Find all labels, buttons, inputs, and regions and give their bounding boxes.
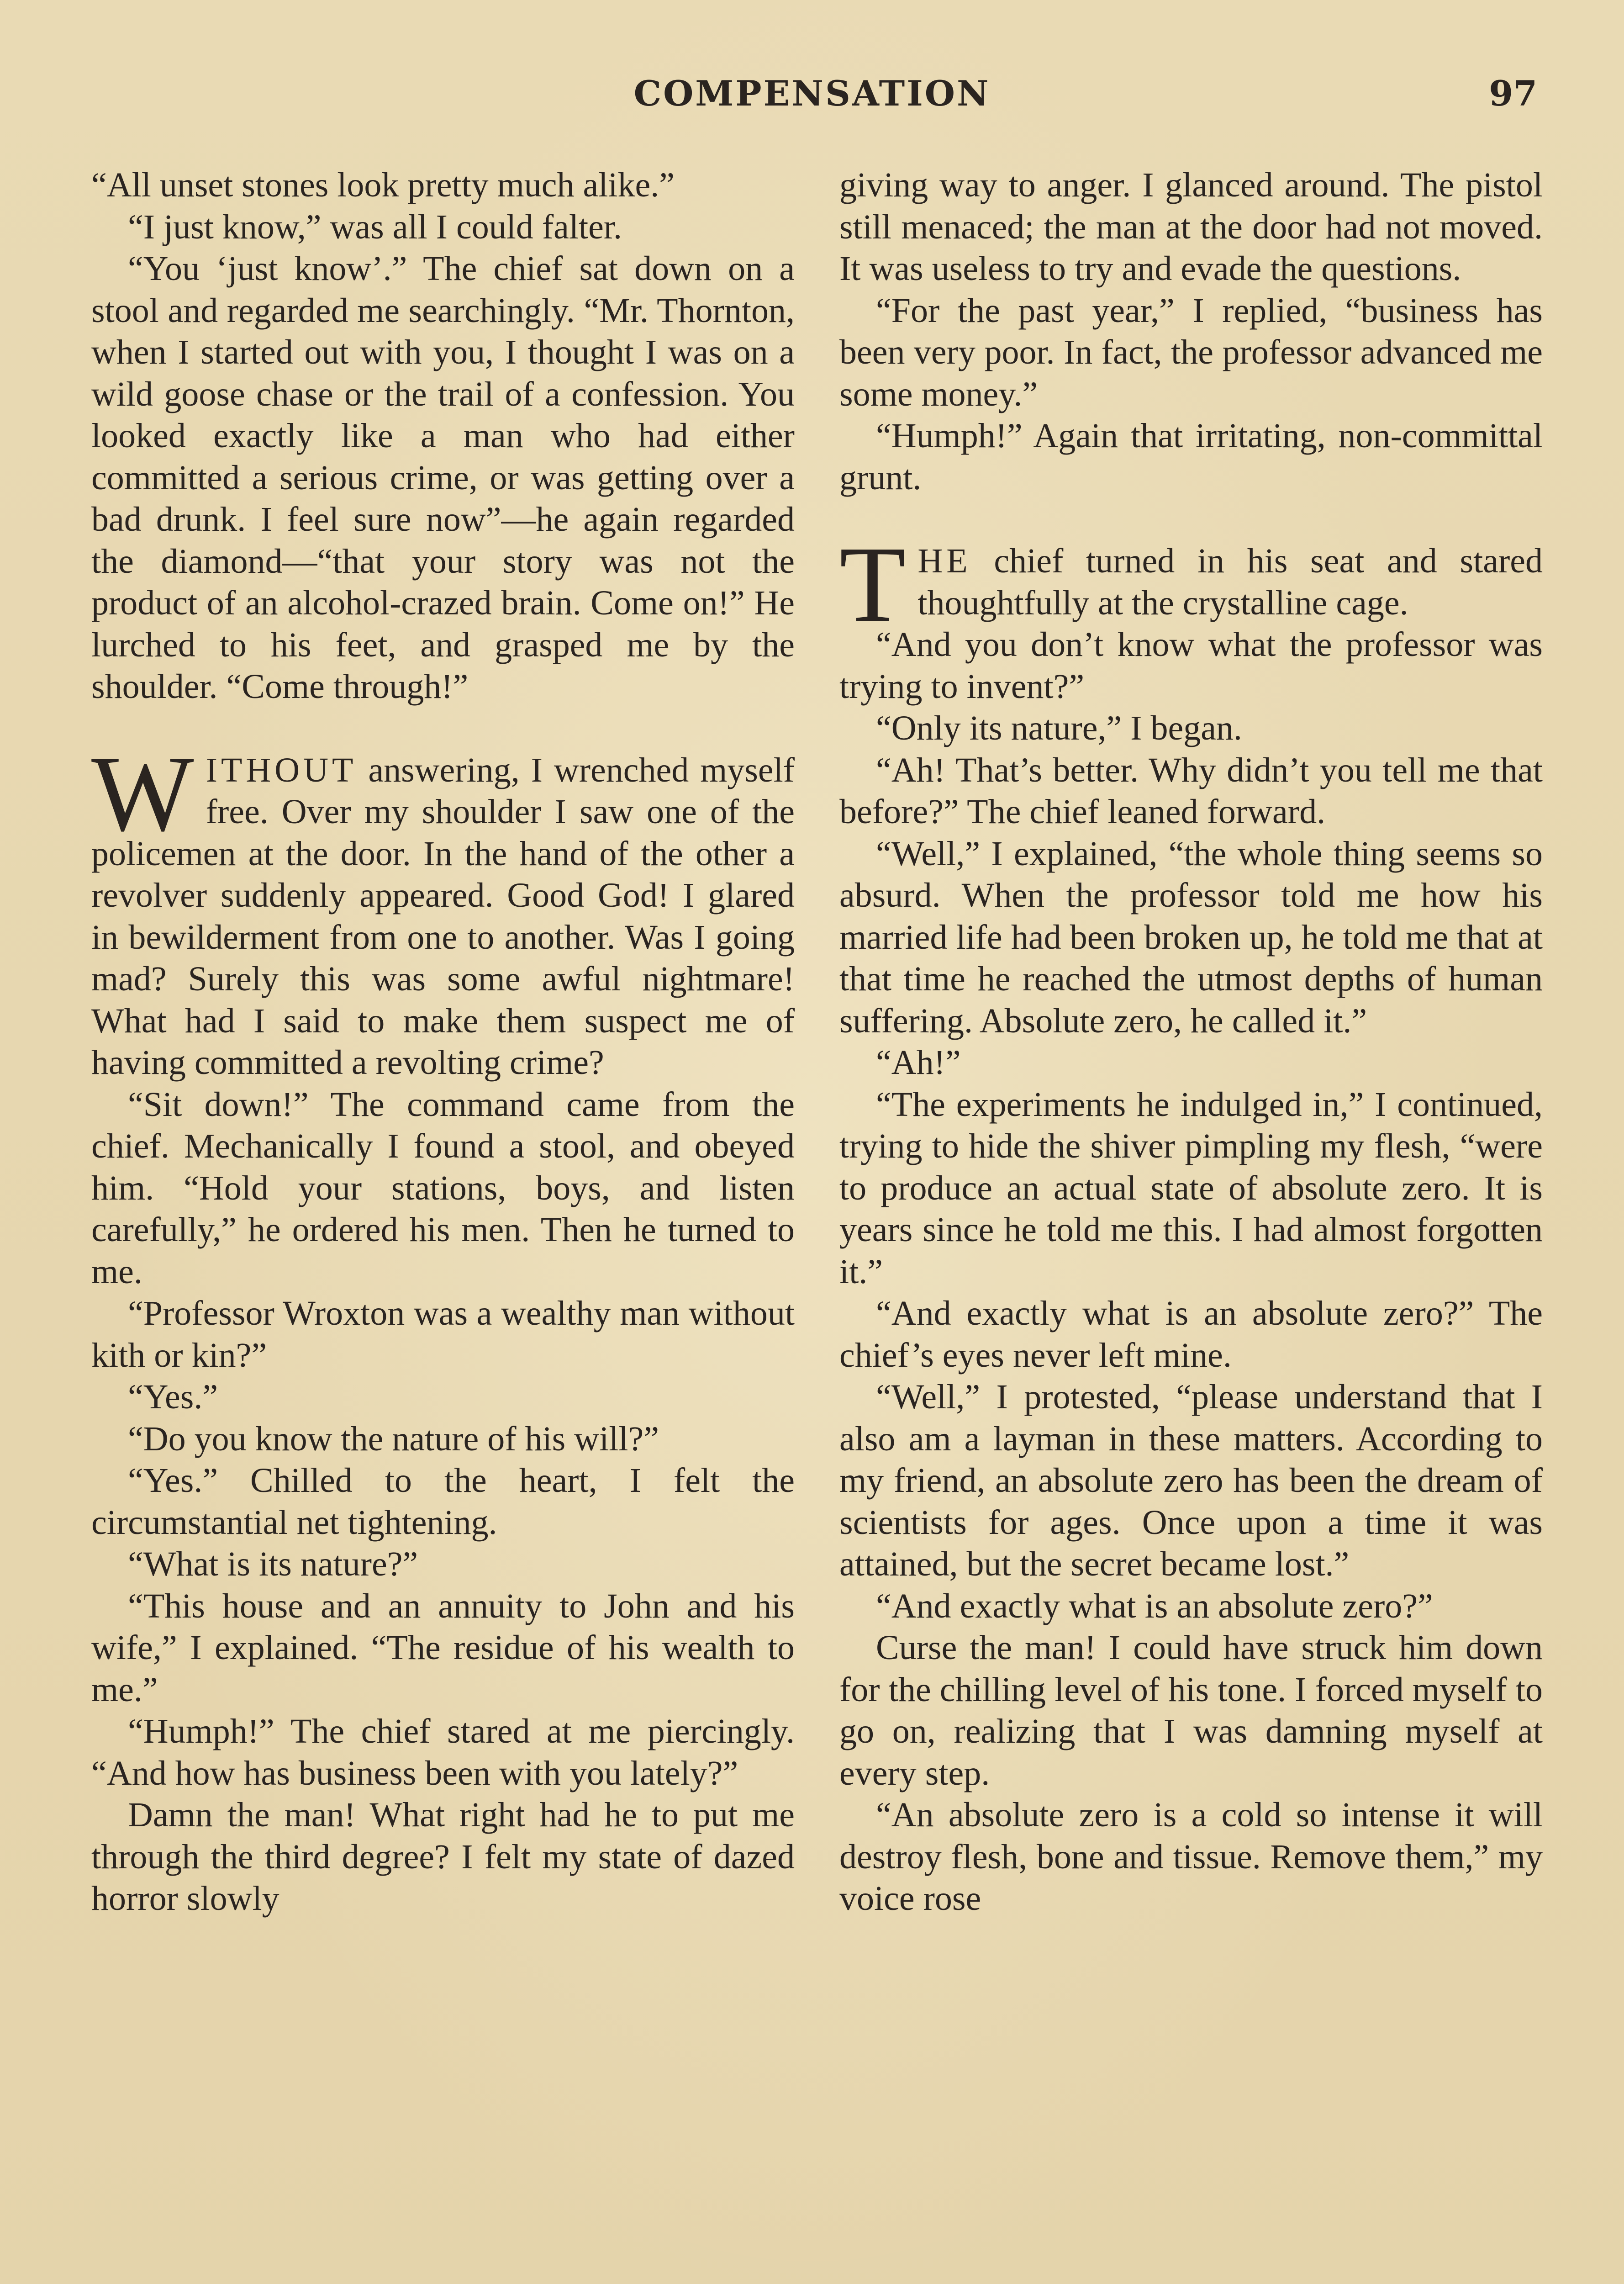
paragraph: “An absolute zero is a cold so intense it will destroy flesh, bone and tissue. Remove them,” my voice rose (839, 1796, 1543, 1918)
paragraph: “And exactly what is an absolute zero?” The chief’s eyes never left mine. (839, 1294, 1543, 1375)
drop-cap: W (91, 733, 194, 854)
right-column (839, 164, 1543, 1920)
paragraph: “Only its nature,” I began. (876, 709, 1242, 747)
paragraph: “Well,” I explained, “the whole thing seems so absurd. When the professor told me how his married life had been broken up, he told me that at that time he reached the utmost depths of human suffering. Absolute zero, he called it.” (839, 834, 1543, 1040)
running-title: COMPENSATION (633, 73, 991, 114)
paragraph: “This house and an annuity to John and his wife,” I explained. “The residue of his wealth to me.” (91, 1586, 795, 1709)
section-opening-paragraph (91, 733, 795, 1084)
paragraph-text: chief turned in his seat and stared thoughtfully at the crystalline cage. (917, 542, 1543, 622)
paragraph: “Humph!” The chief stared at me piercingly. “And how has business been with you lately?” (91, 1712, 795, 1792)
section-opening-paragraph (839, 524, 1543, 645)
paragraph-text: answering, I wrenched myself free. Over my shoulder I saw one of the policemen at the door. In the hand of the other a revolver suddenly appeared. Good God! I glared in bewilderment from one to another. Was I going mad? Surely this was some awful nightmare! What had I said to make them suspect me of having committed a revolting crime? (91, 751, 795, 1082)
paragraph: “And you don’t know what the professor was trying to invent?” (839, 625, 1543, 706)
paragraph: giving way to anger. I glanced around. The pistol still menaced; the man at the door had not moved. It was useless to try and evade the questions. (839, 166, 1543, 288)
paragraph: “Yes.” (128, 1378, 218, 1416)
paragraph: “And exactly what is an absolute zero?” (876, 1586, 1433, 1625)
paragraph: “The experiments he indulged in,” I continued, trying to hide the shiver pimpling my flesh, “were to produce an actual state of absolute zero. It is years since he told me this. I had almost forgotten it.” (839, 1085, 1543, 1291)
paragraph: Curse the man! I could have struck him down for the chilling level of his tone. I forced myself to go on, realizing that I was damning myself at every step. (839, 1628, 1543, 1792)
paragraph: “You ‘just know’.” The chief sat down on a stool and regarded me searchingly. “Mr. Thornton, when I started out with you, I thought I was on a wild goose chase or the trail of a confession. You looked exactly like a man who had either committed a serious crime, or was getting over a bad drunk. I feel sure now”—he again regarded the diamond—“that your story was not the product of an alcohol-crazed brain. Come on!” He lurched to his feet, and grasped me by the shoulder. “Come through!” (91, 249, 795, 706)
lead-in-text: HE (917, 542, 971, 580)
paragraph: “What is its nature?” (128, 1545, 418, 1583)
paragraph: “For the past year,” I replied, “business has been very poor. In fact, the professor advanced me some money.” (839, 291, 1543, 413)
paragraph: “Professor Wroxton was a wealthy man without kith or kin?” (91, 1294, 795, 1375)
paragraph: “Ah!” (876, 1043, 961, 1082)
lead-in-text: ITHOUT (206, 751, 357, 789)
drop-cap: T (839, 524, 906, 645)
paragraph: Damn the man! What right had he to put me through the third degree? I felt my state of dazed horror slowly (91, 1796, 795, 1918)
paragraph: “Do you know the nature of his will?” (128, 1419, 659, 1458)
paragraph: “Well,” I protested, “please understand that I also am a layman in these matters. According to my friend, an absolute zero has been the dream of scientists for ages. Once upon a time it was attained, but the secret became lost.” (839, 1378, 1543, 1583)
paragraph: “Humph!” Again that irritating, non-committal grunt. (839, 417, 1543, 497)
paragraph: “Yes.” Chilled to the heart, I felt the circumstantial net tightening. (91, 1461, 795, 1542)
paragraph: “All unset stones look pretty much alike.” (91, 166, 675, 204)
paragraph: “I just know,” was all I could falter. (128, 207, 622, 246)
paragraph: “Sit down!” The command came from the chief. Mechanically I found a stool, and obeyed him. “Hold your stations, boys, and listen carefully,” he ordered his men. Then he turned to me. (91, 1085, 795, 1291)
left-column (91, 164, 795, 1920)
paragraph: “Ah! That’s better. Why didn’t you tell me that before?” The chief leaned forward. (839, 751, 1543, 831)
page-number: 97 (1489, 73, 1537, 114)
page-header (0, 73, 1624, 128)
